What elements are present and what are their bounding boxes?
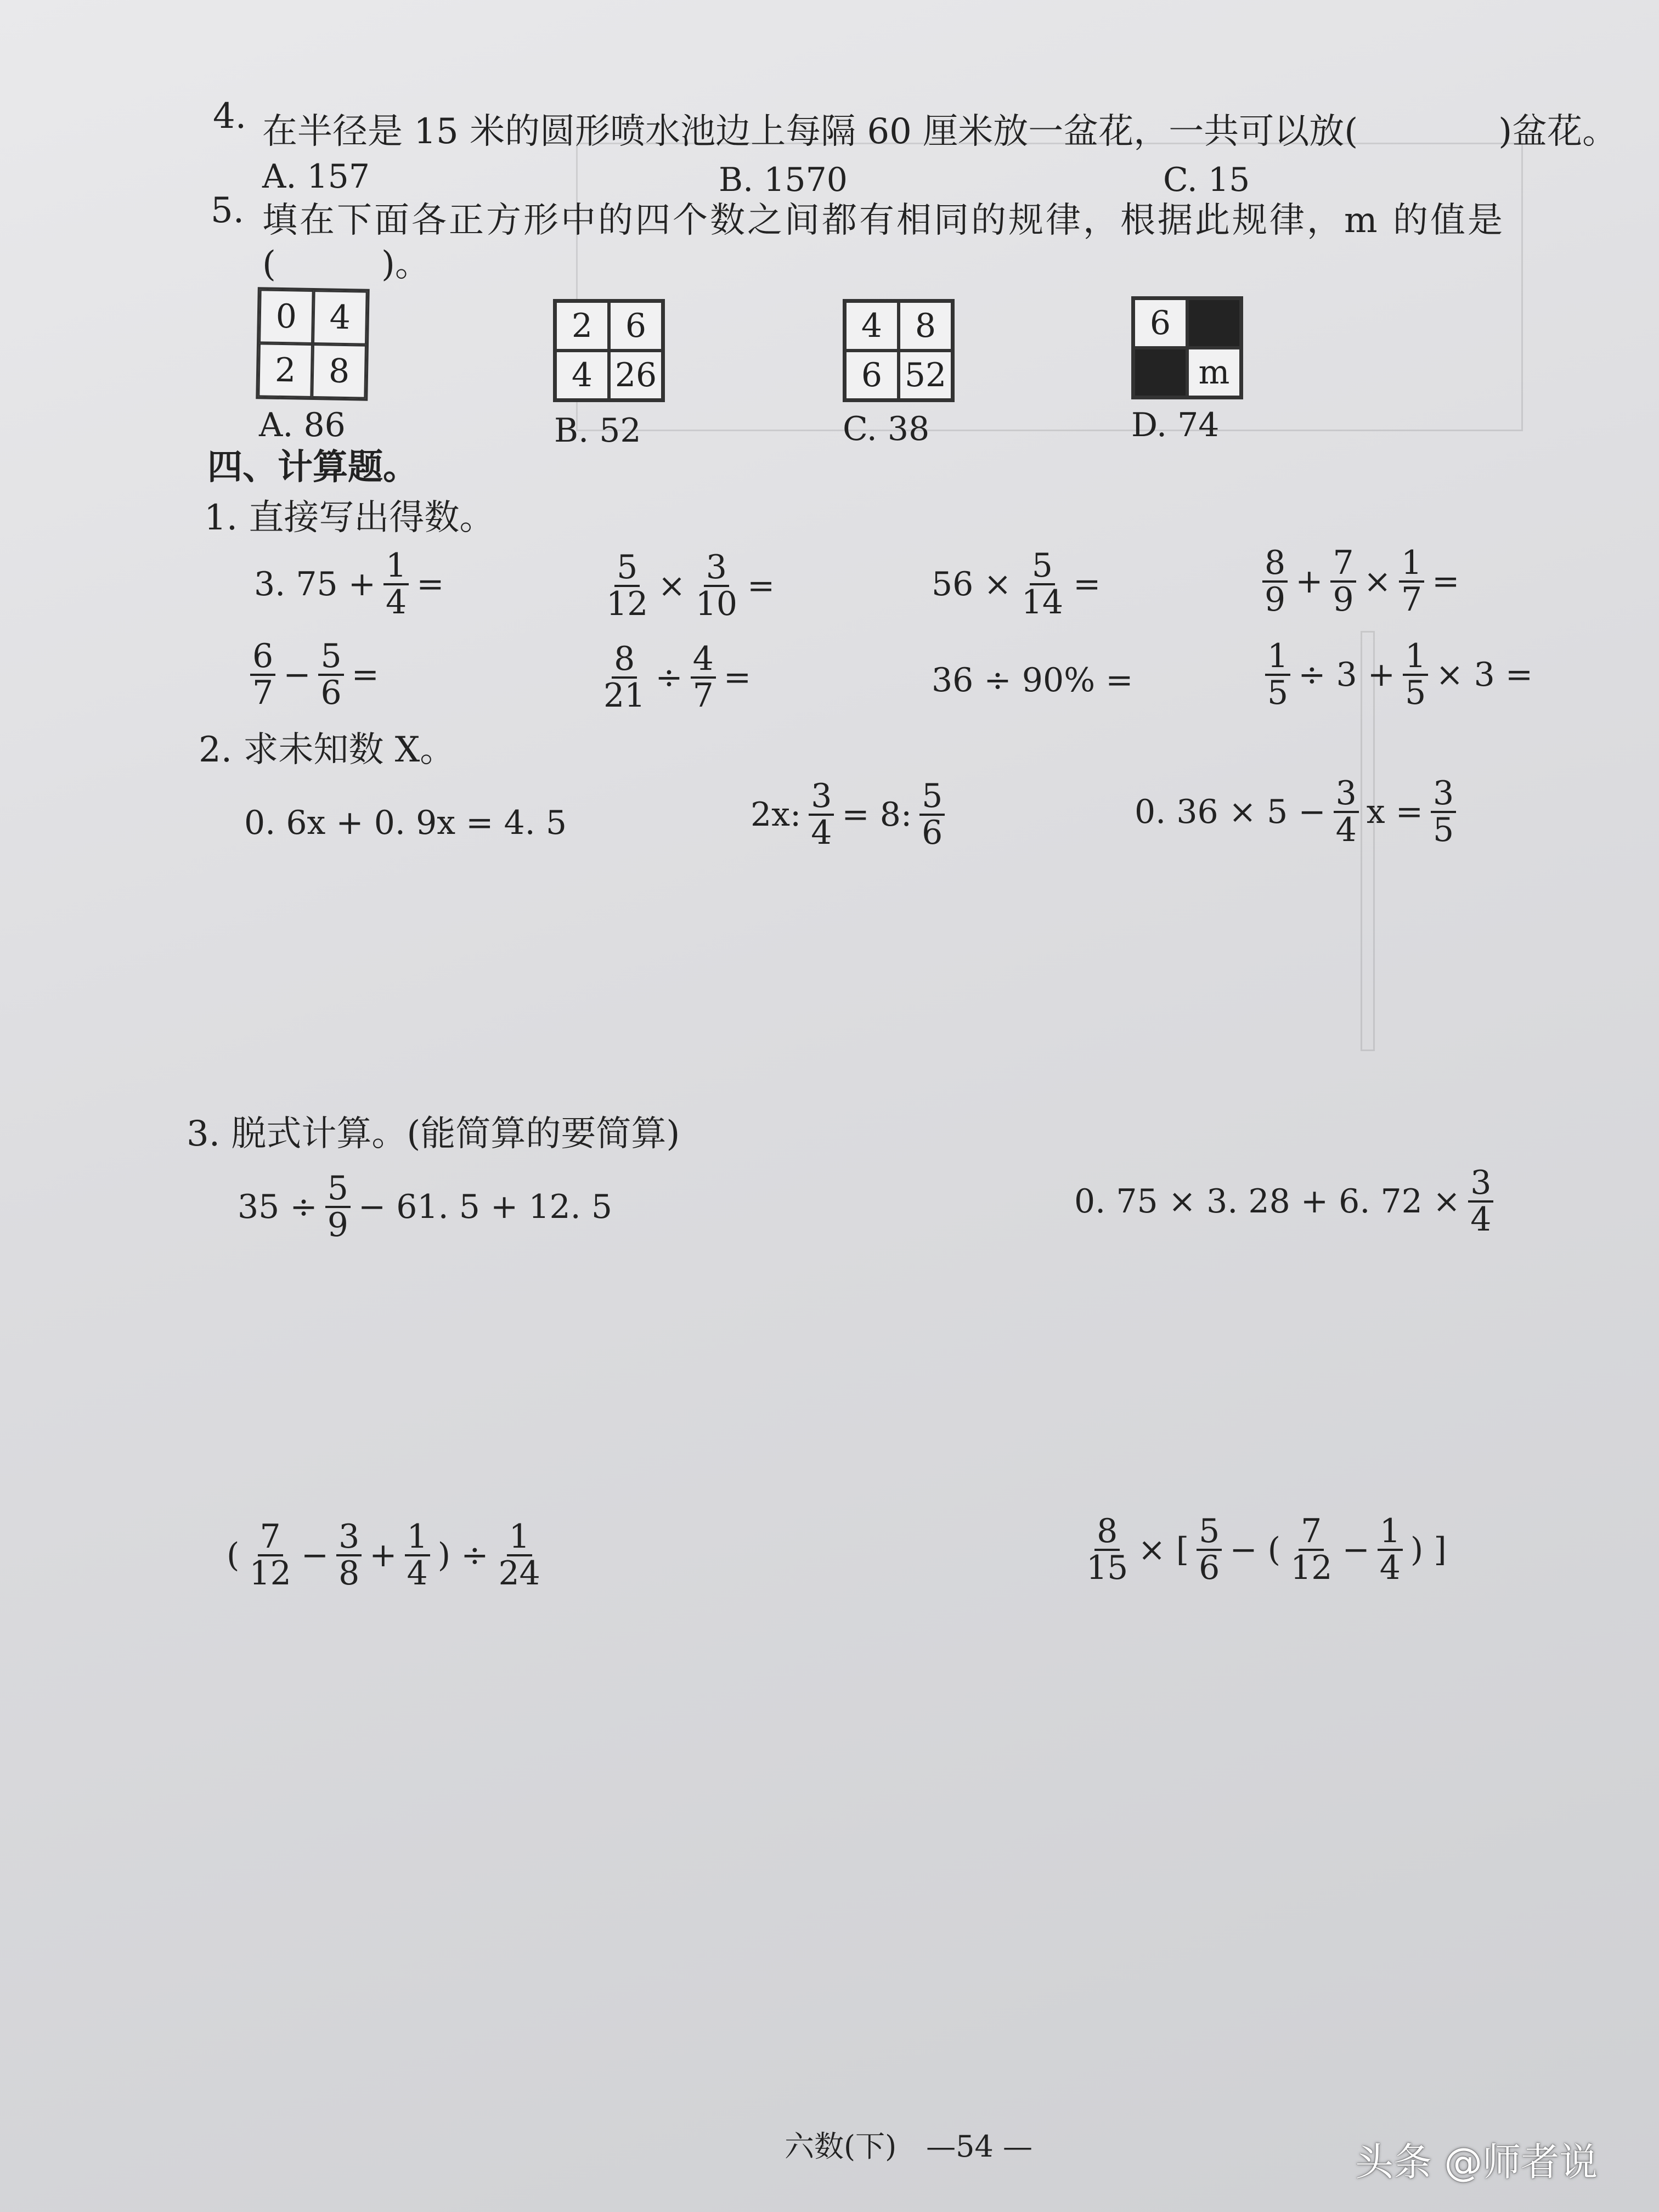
denominator: 9: [1265, 580, 1286, 619]
fraction: [1334, 776, 1359, 848]
number-square-2: [553, 299, 665, 402]
calc-1f: [598, 642, 755, 713]
denominator: 4: [1470, 1200, 1492, 1239]
operator: × [: [1138, 1531, 1189, 1569]
square-1-cell: 4: [313, 290, 368, 345]
fraction: [325, 1171, 351, 1243]
denominator: 15: [1086, 1549, 1128, 1587]
square-1-cell: 8: [312, 344, 366, 399]
square-1-cell: 2: [258, 343, 313, 398]
q5-option-c: C. 38: [843, 410, 930, 448]
fraction: [1378, 1514, 1403, 1585]
equals-sign: =: [351, 656, 379, 694]
equation-3-mid: x =: [1366, 793, 1423, 831]
denominator: 6: [1199, 1549, 1220, 1587]
numerator: 1: [1399, 546, 1424, 583]
numerator: 3: [704, 550, 729, 587]
square-4-cell: 6: [1133, 298, 1187, 348]
numerator: 5: [614, 550, 640, 587]
expression-4: [1081, 1514, 1451, 1585]
number-square-3: [843, 299, 955, 402]
square-4-cell-shaded: [1187, 298, 1241, 348]
q4-number: 4.: [213, 96, 247, 137]
q4-text: 在半径是 15 米的圆形喷水池边上每隔 60 厘米放一盆花，一共可以放( )盆花。: [262, 111, 1618, 152]
fraction: [604, 550, 650, 622]
part1-title: 1. 直接写出得数。: [204, 498, 495, 538]
denominator: 7: [1401, 580, 1423, 619]
denominator: 5: [1405, 674, 1426, 712]
fraction: [250, 639, 275, 710]
fraction: [336, 1517, 362, 1593]
expression-2: [1070, 1166, 1497, 1237]
denominator: 4: [1335, 811, 1357, 849]
equals-sign: =: [1073, 565, 1101, 603]
q5-option-b: B. 52: [554, 411, 641, 450]
fraction: [383, 546, 409, 622]
calc-1a: [250, 546, 448, 622]
operator: −: [301, 1536, 329, 1575]
equation-2-mid: = 8:: [842, 795, 912, 834]
denominator: 4: [407, 1554, 428, 1593]
operator: ×: [658, 567, 686, 605]
q5-number: 5.: [211, 190, 245, 231]
calc-1c: [927, 546, 1105, 622]
denominator: 5: [1432, 811, 1454, 849]
denominator: 4: [811, 814, 832, 852]
calc-1a-int: 3. 75 +: [254, 565, 376, 603]
fraction: [1197, 1514, 1222, 1585]
numerator: 7: [258, 1520, 283, 1556]
equals-sign: =: [416, 565, 444, 603]
fraction: [1084, 1514, 1130, 1585]
equals-sign: =: [723, 658, 752, 697]
denominator: 21: [603, 676, 646, 715]
fraction: [1262, 546, 1288, 617]
fraction: [1399, 546, 1424, 617]
calc-1b: [601, 550, 779, 622]
square-2-cell: 4: [555, 351, 609, 400]
square-3-cell: 52: [899, 351, 952, 400]
fraction: [691, 642, 716, 713]
operator: ÷ 3 +: [1298, 656, 1396, 694]
square-2-cell: 6: [609, 301, 663, 351]
fraction: [693, 550, 740, 622]
number-square-1: [256, 287, 370, 401]
denominator: 4: [386, 583, 407, 622]
numerator: 6: [250, 639, 275, 676]
denominator: 7: [692, 676, 714, 715]
numerator: 1: [383, 549, 409, 585]
q5-text-line1: 填在下面各正方形中的四个数之间都有相同的规律，根据此规律，m 的值是: [262, 200, 1505, 241]
denominator: 4: [1379, 1549, 1401, 1587]
numerator: 1: [1265, 639, 1290, 676]
numerator: 5: [1030, 549, 1055, 585]
fraction: [919, 779, 945, 850]
numerator: 8: [1262, 546, 1288, 583]
numerator: 7: [1330, 546, 1356, 583]
numerator: 5: [318, 639, 343, 676]
calc-1h: [1262, 639, 1537, 710]
numerator: 1: [405, 1520, 430, 1556]
expression-3: [222, 1517, 546, 1593]
square-4-cell-shaded: [1133, 348, 1187, 397]
q5-option-d: D. 74: [1131, 406, 1220, 444]
q4-option-c: C. 15: [1163, 161, 1250, 199]
expression-1-post: − 61. 5 + 12. 5: [358, 1188, 612, 1226]
q5-option-a: A. 86: [259, 406, 346, 444]
numerator: 3: [336, 1520, 362, 1556]
denominator: 14: [1021, 583, 1064, 622]
fraction: [1019, 546, 1065, 622]
numerator: 5: [325, 1171, 351, 1208]
equation-3-pre: 0. 36 × 5 −: [1135, 793, 1326, 831]
expression-1: [233, 1171, 617, 1243]
operator: −: [283, 656, 311, 694]
denominator: 12: [1290, 1549, 1333, 1587]
denominator: 5: [1267, 674, 1289, 712]
part2-title: 2. 求未知数 X。: [199, 730, 455, 770]
section-title: 四、计算题。: [207, 447, 418, 488]
operator: × 3 =: [1436, 656, 1533, 694]
equation-3: [1130, 776, 1459, 848]
number-square-4: [1131, 296, 1243, 399]
numerator: 3: [1334, 776, 1359, 813]
equals-sign: =: [747, 567, 775, 605]
fraction: [496, 1517, 542, 1593]
square-3-cell: 6: [845, 351, 899, 400]
close-bracket: ) ]: [1410, 1531, 1447, 1569]
expression-1-pre: 35 ÷: [238, 1188, 318, 1226]
denominator: 9: [327, 1206, 348, 1244]
operator: ×: [1363, 562, 1391, 601]
calc-1d: [1259, 546, 1464, 617]
fraction: [318, 639, 343, 710]
fraction: [1403, 639, 1428, 710]
calc-1c-int: 56 ×: [932, 565, 1012, 603]
fraction: [247, 1517, 293, 1593]
numerator: 5: [919, 779, 945, 816]
square-1-cell: 0: [259, 289, 314, 344]
equals-sign: =: [1432, 562, 1460, 601]
numerator: 1: [507, 1520, 532, 1556]
fraction: [1330, 546, 1356, 617]
equation-2: [746, 779, 948, 850]
operator: +: [1295, 562, 1323, 601]
fraction: [809, 779, 834, 850]
numerator: 1: [1378, 1514, 1403, 1551]
q4-option-a: A. 157: [262, 157, 370, 196]
denominator: 12: [249, 1554, 291, 1593]
operator: −: [1342, 1531, 1370, 1569]
operator: ÷: [655, 658, 683, 697]
denominator: 6: [922, 814, 943, 852]
q4-option-b: B. 1570: [719, 161, 848, 199]
fraction: [1431, 776, 1456, 848]
square-3-cell: 8: [899, 301, 952, 351]
fraction: [1288, 1514, 1334, 1585]
q5-text-line2: ( )。: [262, 244, 430, 285]
bleed-through-table: [576, 143, 1523, 431]
expression-2-pre: 0. 75 × 3. 28 + 6. 72 ×: [1074, 1182, 1461, 1221]
open-paren: (: [227, 1536, 240, 1575]
square-2-cell: 26: [609, 351, 663, 400]
numerator: 3: [809, 779, 834, 816]
close-paren-divide: ) ÷: [437, 1536, 489, 1575]
equation-2-pre: 2x:: [751, 795, 802, 834]
numerator: 5: [1197, 1514, 1222, 1551]
fraction: [601, 642, 647, 713]
square-4-cell: m: [1187, 348, 1241, 397]
numerator: 1: [1403, 639, 1428, 676]
square-3-cell: 4: [845, 301, 899, 351]
denominator: 12: [606, 585, 648, 623]
fraction: [1468, 1166, 1493, 1237]
operator: − (: [1229, 1531, 1281, 1569]
calc-1e: [247, 639, 383, 710]
square-2-cell: 2: [555, 301, 609, 351]
numerator: 4: [691, 642, 716, 679]
numerator: 7: [1299, 1514, 1324, 1551]
denominator: 6: [320, 674, 342, 712]
denominator: 7: [252, 674, 274, 712]
denominator: 9: [1333, 580, 1354, 619]
operator: +: [369, 1536, 397, 1575]
numerator: 3: [1468, 1166, 1493, 1203]
numerator: 8: [1094, 1514, 1120, 1551]
calc-1g: 36 ÷ 90% =: [932, 661, 1133, 699]
numerator: 8: [612, 642, 637, 679]
denominator: 8: [338, 1554, 360, 1593]
fraction: [1265, 639, 1290, 710]
denominator: 24: [498, 1554, 540, 1593]
equation-1: 0. 6x + 0. 9x = 4. 5: [244, 804, 567, 842]
numerator: 3: [1431, 776, 1456, 813]
fraction: [405, 1517, 430, 1593]
page-footer: 六数(下) —54 —: [785, 2129, 1033, 2164]
denominator: 10: [695, 585, 737, 623]
source-watermark: 头条 @师者说: [1355, 2140, 1598, 2185]
part3-title: 3. 脱式计算。(能简算的要简算): [187, 1114, 680, 1154]
